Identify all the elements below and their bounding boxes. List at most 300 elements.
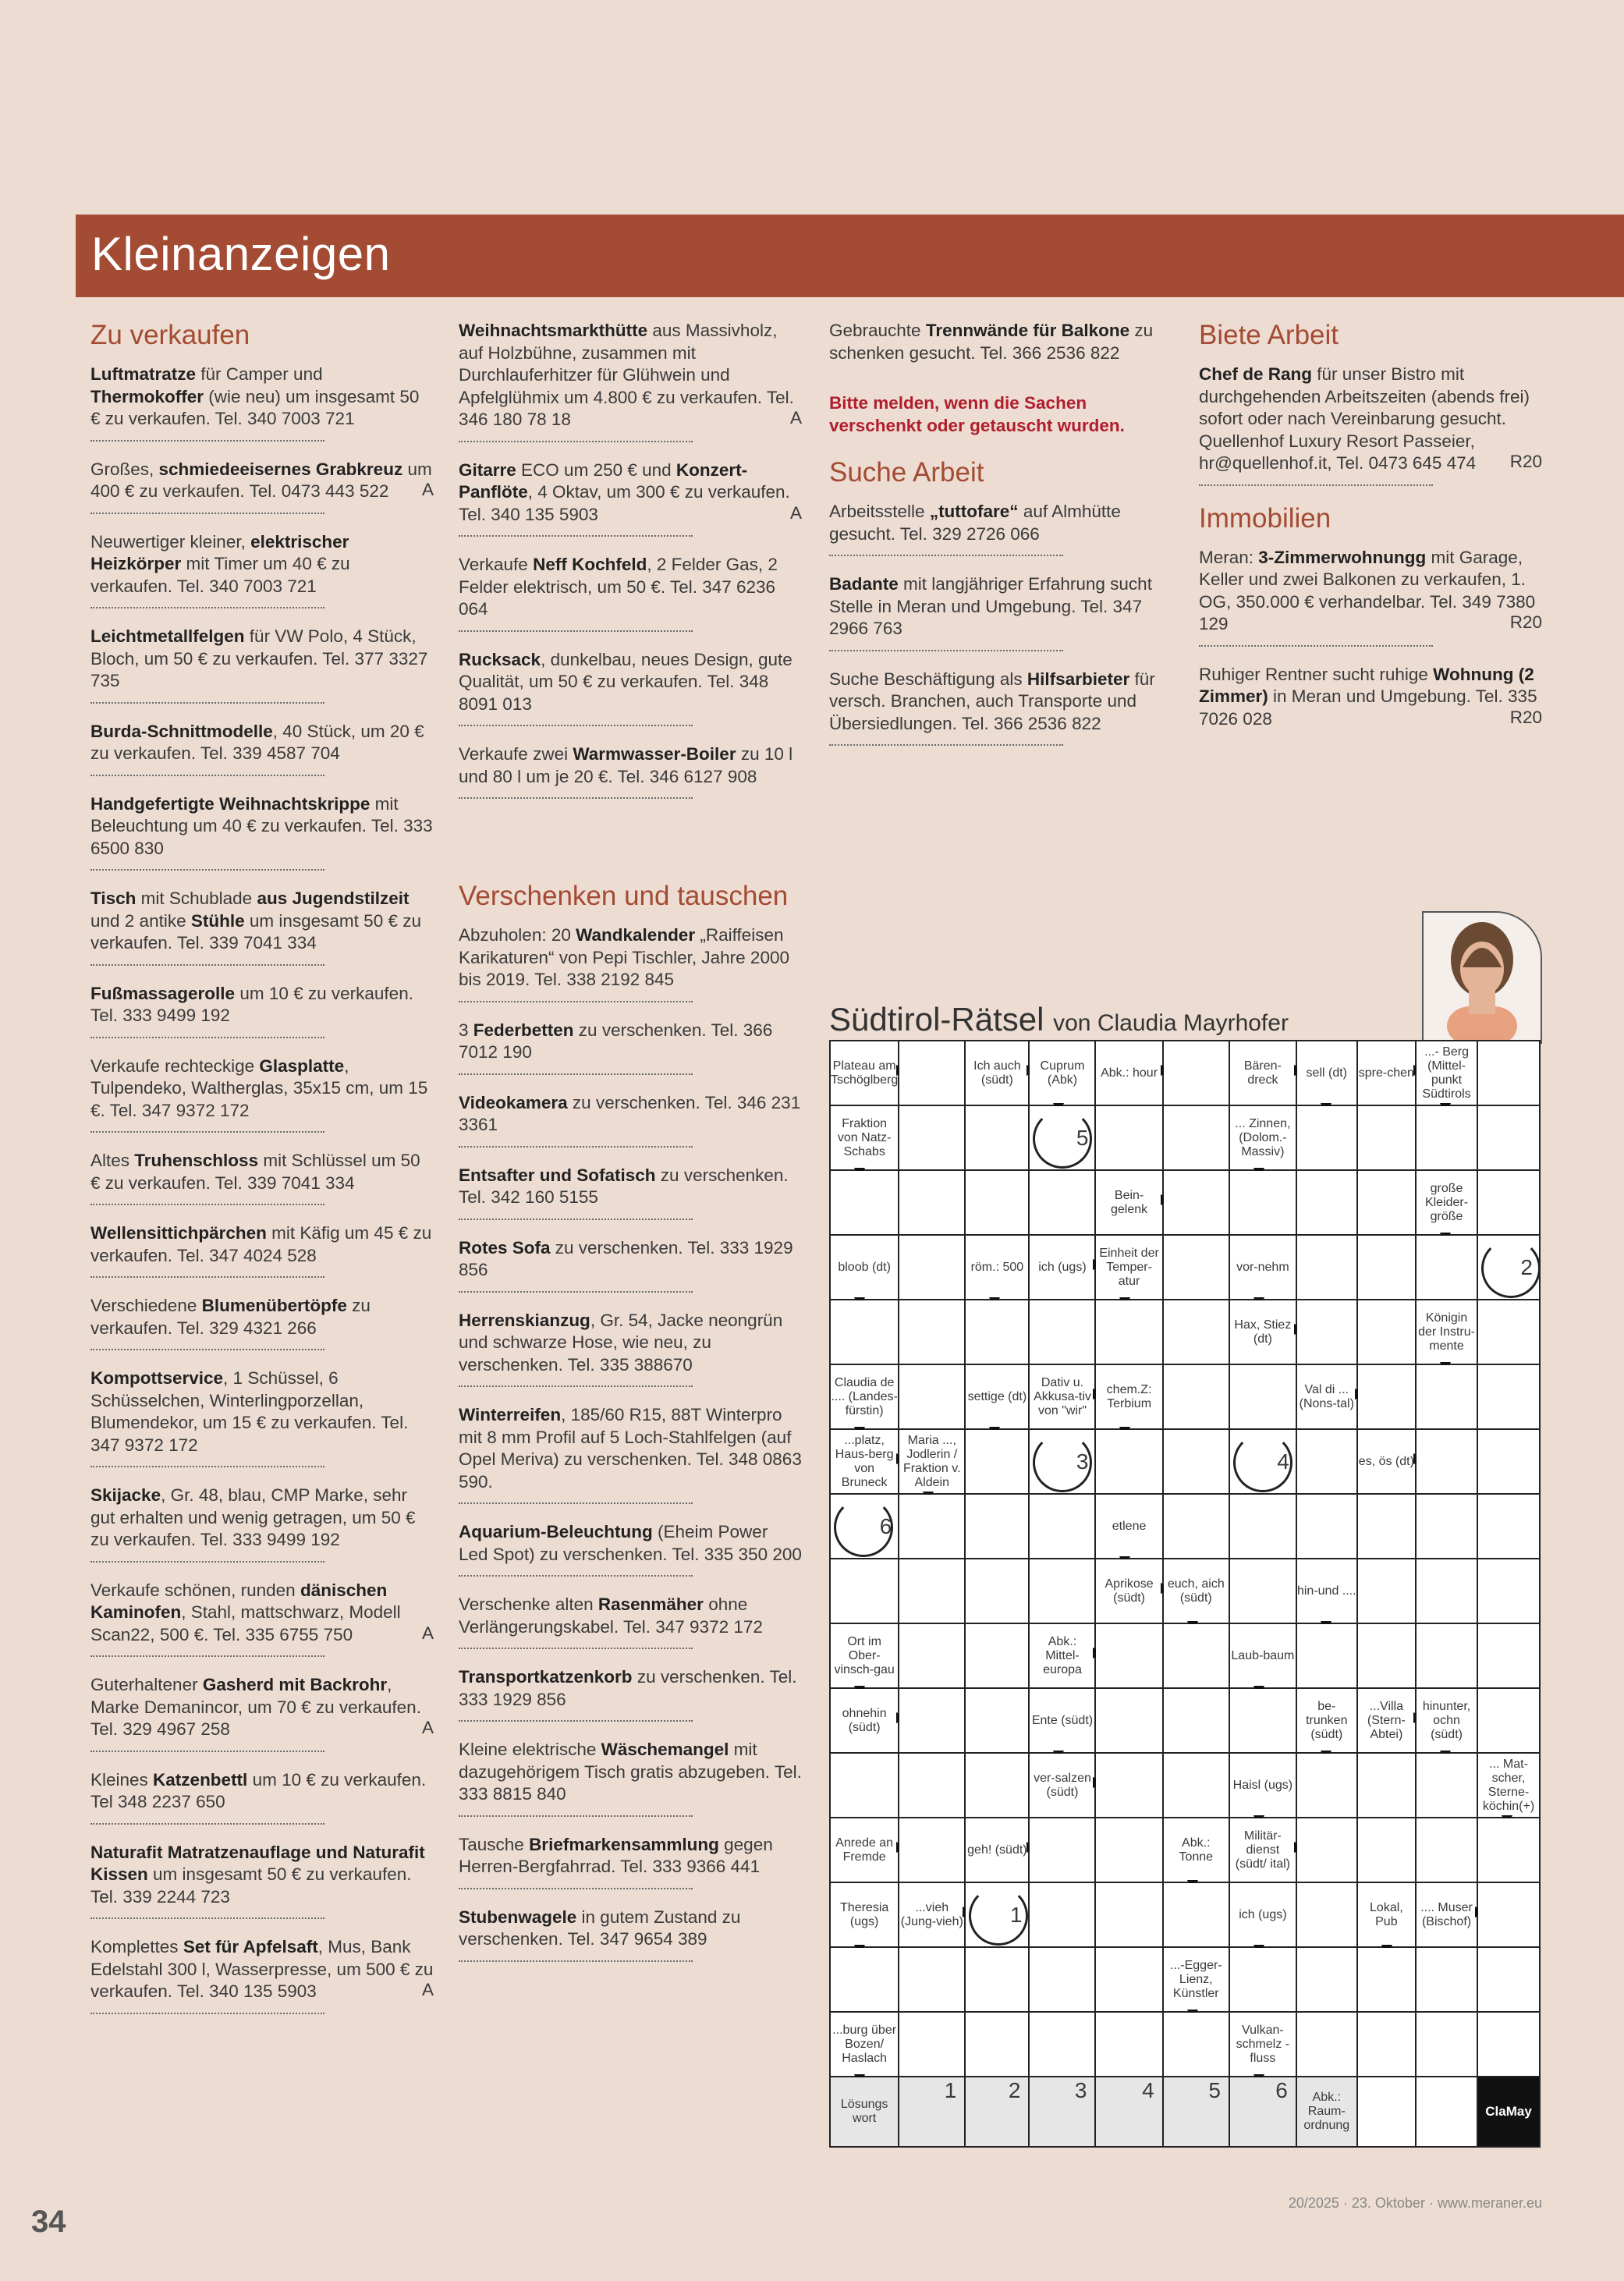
section-title: Immobilien (1199, 502, 1331, 534)
solution-number: 6 (879, 1513, 892, 1538)
ad-text: Verkaufe zwei Warmwasser-Boiler zu 10 l und 80 l um je 20 €. Tel. 346 6127 908 (459, 744, 793, 786)
answer-cell (899, 1235, 965, 1300)
answer-cell (830, 1753, 899, 1818)
answer-cell (1163, 1364, 1229, 1429)
ad-text: Entsafter und Sofatisch zu verschenken. Tel. 342 160 5155 (459, 1165, 789, 1207)
classified-ad (459, 1739, 802, 1817)
crossword-table (829, 1040, 1541, 2148)
classified-ad (459, 1666, 802, 1722)
column-3 (829, 320, 1172, 763)
ad-text: Neuwertiger kleiner, elektrischer Heizkörper mit Timer um 40 € zu verkaufen. Tel. 340 7003 721 (90, 531, 350, 596)
clue-cell: große Kleider-größe (1416, 1170, 1477, 1235)
ad-text: Altes Truhenschloss mit Schlüssel um 50 € zu verkaufen. Tel. 339 7041 334 (90, 1151, 420, 1193)
answer-cell (1029, 1559, 1095, 1623)
solution-cell: 4 (1095, 2077, 1162, 2147)
solution-cell: 5 (1163, 2077, 1229, 2147)
classified-ad (90, 459, 434, 514)
section-title: Verschenken und tauschen (459, 881, 789, 911)
classified-ad (459, 649, 802, 727)
answer-cell (1163, 1429, 1229, 1494)
answer-cell (965, 1105, 1029, 1170)
answer-cell (1229, 1947, 1296, 2012)
answer-cell (1296, 1170, 1357, 1235)
page-title: Kleinanzeigen (91, 228, 391, 280)
clue-cell: Abk.: Mittel-europa (1029, 1623, 1095, 1688)
ad-text: Skijacke, Gr. 48, blau, CMP Marke, sehr gut erhalten und wenig getragen, um 50 € zu verkaufen. Tel. 333 9499 192 (90, 1485, 416, 1549)
classified-ad (459, 1834, 802, 1889)
answer-cell (899, 1494, 965, 1559)
solution-cell: 6 (1229, 2077, 1296, 2147)
answer-cell (1477, 1688, 1540, 1753)
ad-text: Rucksack, dunkelbau, neues Design, gute Qualität, um 50 € zu verkaufen. Tel. 348 8091 013 (459, 649, 792, 714)
ad-text: Komplettes Set für Apfelsaft, Mus, Bank Edelstahl 300 l, Wasserpresse, um 500 € zu verkaufen. Tel. 340 135 5903 (90, 1937, 434, 2001)
classified-ad (90, 1674, 434, 1752)
classified-ad (829, 573, 1172, 651)
column-4 (1199, 320, 1542, 758)
ad-text: Rotes Sofa zu verschenken. Tel. 333 1929 856 (459, 1237, 793, 1279)
issue-info: 20/2025 · 23. Oktober · www.meraner.eu (1288, 2195, 1542, 2211)
answer-cell (1029, 1494, 1095, 1559)
classified-ad (459, 1165, 802, 1220)
clue-cell: Val di ... (Nons-tal) (1296, 1364, 1357, 1429)
answer-cell (1477, 1429, 1540, 1494)
clue-cell: Cuprum (Abk) (1029, 1041, 1095, 1105)
answer-cell (1095, 1623, 1162, 1688)
answer-cell (1296, 1429, 1357, 1494)
ad-text: Aquarium-Beleuchtung (Eheim Power Led Spot) zu verschenken. Tel. 335 350 200 (459, 1522, 802, 1564)
answer-cell (1357, 1300, 1416, 1364)
solution-cell: 3 (1029, 2077, 1095, 2147)
answer-cell (830, 1559, 899, 1623)
answer-cell (1357, 2077, 1416, 2147)
answer-cell (965, 1559, 1029, 1623)
answer-cell (1296, 1494, 1357, 1559)
answer-cell (1477, 1623, 1540, 1688)
section-title: Suche Arbeit (829, 457, 984, 488)
ad-text: Weihnachtsmarkthütte aus Massivholz, auf Holzbühne, zusammen mit Durchlauferhitzer für Glühwein und Apfelglühmix um 4.800 € zu verkaufen. Tel. 346 180 78 18 (459, 321, 794, 429)
clue-cell: euch, aich (südt) (1163, 1559, 1229, 1623)
classified-ad (90, 1150, 434, 1205)
answer-cell (1229, 1494, 1296, 1559)
answer-cell (1477, 1364, 1540, 1429)
puzzle-title (829, 1001, 1289, 1038)
classified-ad (90, 1055, 434, 1133)
answer-cell (1296, 1300, 1357, 1364)
answer-cell (1416, 1364, 1477, 1429)
ad-text: Tausche Briefmarkensammlung gegen Herren-Bergfahrrad. Tel. 333 9366 441 (459, 1834, 773, 1876)
answer-cell (1477, 1041, 1540, 1105)
ad-text: Wellensittichpärchen mit Käfig um 45 € zu verkaufen. Tel. 347 4024 528 (90, 1223, 432, 1265)
clue-cell: bloob (dt) (830, 1235, 899, 1300)
answer-cell (899, 2012, 965, 2077)
ad-text: Kompottservice, 1 Schüssel, 6 Schüsselchen, Winterlingporzellan, Blumendekor, um 15 € zu verkaufen. Tel. 347 9372 172 (90, 1368, 409, 1455)
answer-cell (1477, 1170, 1540, 1235)
clue-cell: hinunter, ochn (südt) (1416, 1688, 1477, 1753)
answer-cell (1296, 1882, 1357, 1947)
answer-cell (899, 1300, 965, 1364)
ad-code: A (421, 1623, 434, 1643)
answer-cell (1029, 2012, 1095, 2077)
classified-ad (459, 320, 802, 442)
classified-ad (90, 1485, 434, 1563)
answer-cell (965, 1300, 1029, 1364)
classified-ad (459, 1594, 802, 1649)
answer-cell (1416, 1559, 1477, 1623)
answer-cell (899, 1753, 965, 1818)
answer-cell (899, 1170, 965, 1235)
ad-text: Handgefertigte Weihnachtskrippe mit Beleuchtung um 40 € zu verkaufen. Tel. 333 6500 830 (90, 793, 433, 858)
ad-text: Badante mit langjähriger Erfahrung sucht Stelle in Meran und Umgebung. Tel. 347 2966 763 (829, 574, 1152, 638)
answer-cell (899, 1041, 965, 1105)
ad-text: Gebrauchte Trennwände für Balkone zu schenken gesucht. Tel. 366 2536 822 (829, 321, 1154, 363)
ad-code: R20 (1509, 707, 1542, 727)
ad-code: A (789, 502, 802, 523)
clue-cell: ... Zinnen, (Dolom.-Massiv) (1229, 1105, 1296, 1170)
ad-text: Winterreifen, 185/60 R15, 88T Winterpro mit 8 mm Profil auf 5 Loch-Stahlfelgen (auf Opel Meriva) zu verschenken. Tel. 348 0863 590. (459, 1405, 802, 1492)
ad-text: Chef de Rang für unser Bistro mit durchgehenden Arbeitszeiten (abends frei) sofort oder nach Vereinbarung gesucht. Quellenhof Luxury Resort Passeier, hr@quellenhof.it, Tel. 0473 645 474 (1199, 364, 1530, 473)
solution-number: 3 (1076, 1449, 1089, 1474)
ad-text: Verkaufe Neff Kochfeld, 2 Felder Gas, 2 Felder elektrisch, um 50 €. Tel. 347 6236 064 (459, 555, 778, 619)
ad-code: A (421, 1718, 434, 1737)
clue-cell: ...- Berg (Mittel-punkt Südtirols (1416, 1041, 1477, 1105)
clue-cell: hin-und .... (1296, 1559, 1357, 1623)
ad-text: Stubenwagele in gutem Zustand zu verschenken. Tel. 347 9654 389 (459, 1907, 741, 1949)
clue-cell: Anrede an Fremde (830, 1818, 899, 1882)
clue-cell: ...vieh (Jung-vieh) (899, 1882, 965, 1947)
ad-text: Verschenke alten Rasenmäher ohne Verlängerungskabel. Tel. 347 9372 172 (459, 1595, 763, 1637)
answer-cell (1163, 1300, 1229, 1364)
solution-number: 4 (1277, 1449, 1289, 1474)
clue-cell: ver-salzen (südt) (1029, 1753, 1095, 1818)
ad-text: Suche Beschäftigung als Hilfsarbieter für versch. Branchen, auch Transporte und Übersiedlungen. Tel. 366 2536 822 (829, 669, 1155, 733)
answer-cell (1229, 1559, 1296, 1623)
ad-code: A (421, 480, 434, 499)
answer-cell (1163, 1235, 1229, 1300)
answer-cell (830, 1494, 899, 1559)
classified-ad (90, 1295, 434, 1350)
answer-cell (899, 1623, 965, 1688)
answer-cell (965, 1494, 1029, 1559)
clue-cell: Hax, Stiez (dt) (1229, 1300, 1296, 1364)
ad-code: R20 (1509, 612, 1542, 632)
ad-text: Herrenskianzug, Gr. 54, Jacke neongrün und schwarze Hose, wie neu, zu verschenken. Tel. 335 388670 (459, 1310, 783, 1375)
answer-cell (1357, 1364, 1416, 1429)
classified-ad (90, 1222, 434, 1278)
clue-cell: ...-Egger-Lienz, Künstler (1163, 1947, 1229, 2012)
ad-text: Arbeitsstelle „tuttofare“ auf Almhütte gesucht. Tel. 329 2726 066 (829, 502, 1121, 544)
classified-ad (90, 1580, 434, 1658)
clue-cell: Bein-gelenk (1095, 1170, 1162, 1235)
answer-cell (1416, 1494, 1477, 1559)
clue-cell: ... Mat-scher, Sterne-köchin(+) (1477, 1753, 1540, 1818)
classified-ad (1199, 664, 1542, 742)
notice: Bitte melden, wenn die Sachen verschenkt oder getauscht wurden. (829, 393, 1125, 435)
clue-cell: Ort im Ober-vinsch-gau (830, 1623, 899, 1688)
answer-cell (1296, 1623, 1357, 1688)
clue-cell: Abk.: hour (1095, 1041, 1162, 1105)
answer-cell (830, 1300, 899, 1364)
answer-cell (1357, 1818, 1416, 1882)
answer-cell (1229, 1688, 1296, 1753)
answer-cell (1163, 2012, 1229, 2077)
answer-cell (1095, 1753, 1162, 1818)
answer-cell (1095, 1429, 1162, 1494)
classified-ad (90, 626, 434, 704)
clue-cell: röm.: 500 (965, 1235, 1029, 1300)
classified-ad (459, 554, 802, 632)
clue-cell: es, ös (dt) (1357, 1429, 1416, 1494)
clue-cell: Theresia (ugs) (830, 1882, 899, 1947)
clue-cell: settige (dt) (965, 1364, 1029, 1429)
answer-cell (1477, 1300, 1540, 1364)
answer-cell (1296, 1818, 1357, 1882)
clue-cell: chem.Z: Terbium (1095, 1364, 1162, 1429)
classified-ad (459, 743, 802, 799)
classified-ad (90, 1936, 434, 2014)
ad-text: Burda-Schnittmodelle, 40 Stück, um 20 € zu verkaufen. Tel. 339 4587 704 (90, 721, 424, 763)
ad-text: 3 Federbetten zu verschenken. Tel. 366 7012 190 (459, 1020, 773, 1062)
answer-cell (1416, 1947, 1477, 2012)
answer-cell (1477, 1105, 1540, 1170)
ad-text: Gitarre ECO um 250 € und Konzert-Panflöte, 4 Oktav, um 300 € zu verkaufen. Tel. 340 135 5903 (459, 459, 790, 524)
classified-ad (90, 364, 434, 442)
ad-text: Naturafit Matratzenauflage und Naturafit Kissen um insgesamt 50 € zu verkaufen. Tel. 339 2244 723 (90, 1842, 425, 1907)
clue-cell: Claudia de .... (Landes-fürstin) (830, 1364, 899, 1429)
clue-cell: Vulkan-schmelz -fluss (1229, 2012, 1296, 2077)
answer-cell (1416, 1105, 1477, 1170)
classified-ad (829, 501, 1172, 556)
clue-cell: ohnehin (südt) (830, 1688, 899, 1753)
clue-cell: Aprikose (südt) (1095, 1559, 1162, 1623)
clue-cell: Abk.: Raum-ordnung (1296, 2077, 1357, 2147)
answer-cell (1357, 1947, 1416, 2012)
answer-cell (965, 1882, 1029, 1947)
classified-ad (459, 459, 802, 537)
classified-ad (90, 888, 434, 966)
classified-ad (90, 1368, 434, 1467)
ad-code: A (421, 1980, 434, 1999)
answer-cell (965, 1753, 1029, 1818)
answer-cell (1416, 1623, 1477, 1688)
answer-cell (1163, 1041, 1229, 1105)
answer-cell (1296, 2012, 1357, 2077)
clue-cell: geh! (südt) (965, 1818, 1029, 1882)
answer-cell (965, 1688, 1029, 1753)
answer-cell (1163, 1882, 1229, 1947)
answer-cell (899, 1559, 965, 1623)
classified-ad (90, 531, 434, 609)
answer-cell (1357, 1753, 1416, 1818)
answer-cell (1477, 1235, 1540, 1300)
classified-ad (459, 1521, 802, 1577)
answer-cell (965, 1623, 1029, 1688)
answer-cell (1163, 1494, 1229, 1559)
answer-cell (1229, 1364, 1296, 1429)
author-photo (1422, 911, 1542, 1044)
solution-number: 2 (1520, 1254, 1533, 1279)
classified-ad (829, 669, 1172, 747)
solution-cell: 2 (965, 2077, 1029, 2147)
section-title: Zu verkaufen (90, 320, 250, 350)
answer-cell (1416, 1818, 1477, 1882)
answer-cell (1296, 1105, 1357, 1170)
answer-cell (1477, 1947, 1540, 2012)
ad-text: Kleine elektrische Wäschemangel mit dazugehörigem Tisch gratis abzugeben. Tel. 333 8815 840 (459, 1740, 802, 1804)
answer-cell (1095, 1947, 1162, 2012)
solution-label: Lösungs wort (830, 2077, 899, 2147)
column-2 (459, 320, 802, 1979)
answer-cell (1477, 1559, 1540, 1623)
answer-cell (1416, 1235, 1477, 1300)
answer-cell (1416, 2012, 1477, 2077)
ad-text: Verkaufe schönen, runden dänischen Kaminofen, Stahl, mattschwarz, Modell Scan22, 500 €. Tel. 335 6755 750 (90, 1580, 401, 1644)
ad-text: Luftmatratze für Camper und Thermokoffer (wie neu) um insgesamt 50 € zu verkaufen. Tel. 340 7003 721 (90, 364, 420, 428)
page-number: 34 (31, 2205, 66, 2239)
answer-cell (1163, 1105, 1229, 1170)
ad-code: A (789, 408, 802, 427)
answer-cell (899, 1818, 965, 1882)
answer-cell (1029, 1947, 1095, 2012)
answer-cell (1416, 2077, 1477, 2147)
answer-cell (899, 1947, 965, 2012)
classified-ad (1199, 547, 1542, 647)
brand-logo: ClaMay (1477, 2077, 1540, 2147)
header-bar (76, 215, 1624, 297)
answer-cell (830, 1947, 899, 2012)
answer-cell (1416, 1753, 1477, 1818)
solution-number: 5 (1076, 1125, 1089, 1150)
answer-cell (1229, 1429, 1296, 1494)
answer-cell (1163, 1623, 1229, 1688)
solution-cell: 1 (899, 2077, 965, 2147)
clue-cell: ich (ugs) (1229, 1882, 1296, 1947)
clue-cell: Ente (südt) (1029, 1688, 1095, 1753)
ad-text: Transportkatzenkorb zu verschenken. Tel. 333 1929 856 (459, 1667, 797, 1709)
classified-ad (90, 1842, 434, 1920)
solution-number: 1 (1009, 1902, 1023, 1927)
answer-cell (1095, 1105, 1162, 1170)
clue-cell: Maria ..., Jodlerin / Fraktion v. Aldein (899, 1429, 965, 1494)
answer-cell (1357, 1235, 1416, 1300)
answer-cell (965, 1429, 1029, 1494)
answer-cell (965, 1170, 1029, 1235)
clue-cell: Militär-dienst (südt/ ital) (1229, 1818, 1296, 1882)
answer-cell (1477, 1882, 1540, 1947)
answer-cell (1095, 2012, 1162, 2077)
ad-text: Großes, schmiedeeisernes Grabkreuz um 400 € zu verkaufen. Tel. 0473 443 522 (90, 459, 432, 501)
answer-cell (1029, 1300, 1095, 1364)
ad-code: R20 (1509, 452, 1542, 471)
answer-cell (1477, 1494, 1540, 1559)
answer-cell (1029, 1882, 1095, 1947)
ad-text: Guterhaltener Gasherd mit Backrohr, Marke Demanincor, um 70 € zu verkaufen. Tel. 329 4967 258 (90, 1675, 421, 1739)
answer-cell (1163, 1753, 1229, 1818)
ad-text: Fußmassagerolle um 10 € zu verkaufen. Tel. 333 9499 192 (90, 983, 413, 1025)
classified-ad (90, 721, 434, 776)
classified-ad (459, 924, 802, 1002)
answer-cell (1296, 1235, 1357, 1300)
classified-ad (90, 793, 434, 871)
clue-cell: Lokal, Pub (1357, 1882, 1416, 1947)
classified-ad (459, 1907, 802, 1962)
classified-ad (459, 1237, 802, 1293)
clue-cell: etlene (1095, 1494, 1162, 1559)
answer-cell (1416, 1429, 1477, 1494)
answer-cell (899, 1364, 965, 1429)
ad-text: Videokamera zu verschenken. Tel. 346 231 3361 (459, 1092, 801, 1134)
answer-cell (1357, 1494, 1416, 1559)
answer-cell (1029, 1105, 1095, 1170)
classified-ad (459, 1020, 802, 1075)
answer-cell (1229, 1170, 1296, 1235)
ad-text: Verschiedene Blumenübertöpfe zu verkaufen. Tel. 329 4321 266 (90, 1296, 371, 1338)
column-1 (90, 320, 434, 2031)
puzzle-author: von Claudia Mayrhofer (1053, 1010, 1289, 1036)
answer-cell (1095, 1300, 1162, 1364)
answer-cell (1357, 2012, 1416, 2077)
clue-cell: vor-nehm (1229, 1235, 1296, 1300)
clue-cell: be-trunken (südt) (1296, 1688, 1357, 1753)
clue-cell: Ich auch (südt) (965, 1041, 1029, 1105)
answer-cell (1477, 1818, 1540, 1882)
answer-cell (1095, 1688, 1162, 1753)
answer-cell (1029, 1429, 1095, 1494)
answer-cell (1163, 1170, 1229, 1235)
answer-cell (1095, 1882, 1162, 1947)
clue-cell: Plateau am Tschöglberg (830, 1041, 899, 1105)
clue-cell: Haisl (ugs) (1229, 1753, 1296, 1818)
answer-cell (1095, 1818, 1162, 1882)
ad-text: Meran: 3-Zimmerwohnungg mit Garage, Keller und zwei Balkonen zu verkaufen, 1. OG, 350.000 € verhandelbar. Tel. 349 7380 129 (1199, 547, 1536, 633)
clue-cell: sell (dt) (1296, 1041, 1357, 1105)
clue-cell: ...platz, Haus-berg von Bruneck (830, 1429, 899, 1494)
classified-ad (90, 1769, 434, 1825)
ad-text: Tisch mit Schublade aus Jugendstilzeit und 2 antike Stühle um insgesamt 50 € zu verkaufen. Tel. 339 7041 334 (90, 889, 421, 952)
clue-cell: ...Villa (Stern-Abtei) (1357, 1688, 1416, 1753)
classified-ad (1199, 364, 1542, 486)
classified-ad (459, 1310, 802, 1388)
answer-cell (1296, 1753, 1357, 1818)
clue-cell: ich (ugs) (1029, 1235, 1095, 1300)
answer-cell (1296, 1947, 1357, 2012)
classified-ad (459, 1404, 802, 1504)
answer-cell (1357, 1559, 1416, 1623)
answer-cell (899, 1688, 965, 1753)
clue-cell: Abk.: Tonne (1163, 1818, 1229, 1882)
clue-cell: Einheit der Temper-atur (1095, 1235, 1162, 1300)
answer-cell (965, 1947, 1029, 2012)
ad-text: Kleines Katzenbettl um 10 € zu verkaufen. Tel 348 2237 650 (90, 1769, 427, 1811)
classified-ad (90, 983, 434, 1038)
answer-cell (1029, 1818, 1095, 1882)
clue-cell: Bären-dreck (1229, 1041, 1296, 1105)
answer-cell (1477, 2012, 1540, 2077)
clue-cell: ...burg über Bozen/ Haslach (830, 2012, 899, 2077)
section-title: Biete Arbeit (1199, 320, 1339, 350)
clue-cell: .... Muser (Bischof) (1416, 1882, 1477, 1947)
answer-cell (1357, 1170, 1416, 1235)
clue-cell: Laub-baum (1229, 1623, 1296, 1688)
classified-ad (459, 1092, 802, 1148)
puzzle-name: Südtirol-Rätsel (829, 1001, 1044, 1038)
ad-text: Leichtmetallfelgen für VW Polo, 4 Stück, Bloch, um 50 € zu verkaufen. Tel. 377 3327 735 (90, 626, 428, 690)
ad-text: Verkaufe rechteckige Glasplatte, Tulpendeko, Waltherglas, 35x15 cm, um 15 €. Tel. 347 9372 172 (90, 1055, 428, 1120)
clue-cell: Fraktion von Natz-Schabs (830, 1105, 899, 1170)
clue-cell: Dativ u. Akkusa-tiv von "wir" (1029, 1364, 1095, 1429)
crossword-grid (829, 1040, 1541, 2132)
answer-cell (1029, 1170, 1095, 1235)
ad-text: Abzuholen: 20 Wandkalender „Raiffeisen Karikaturen“ von Pepi Tischler, Jahre 2000 bis 2019. Tel. 338 2192 845 (459, 925, 789, 989)
